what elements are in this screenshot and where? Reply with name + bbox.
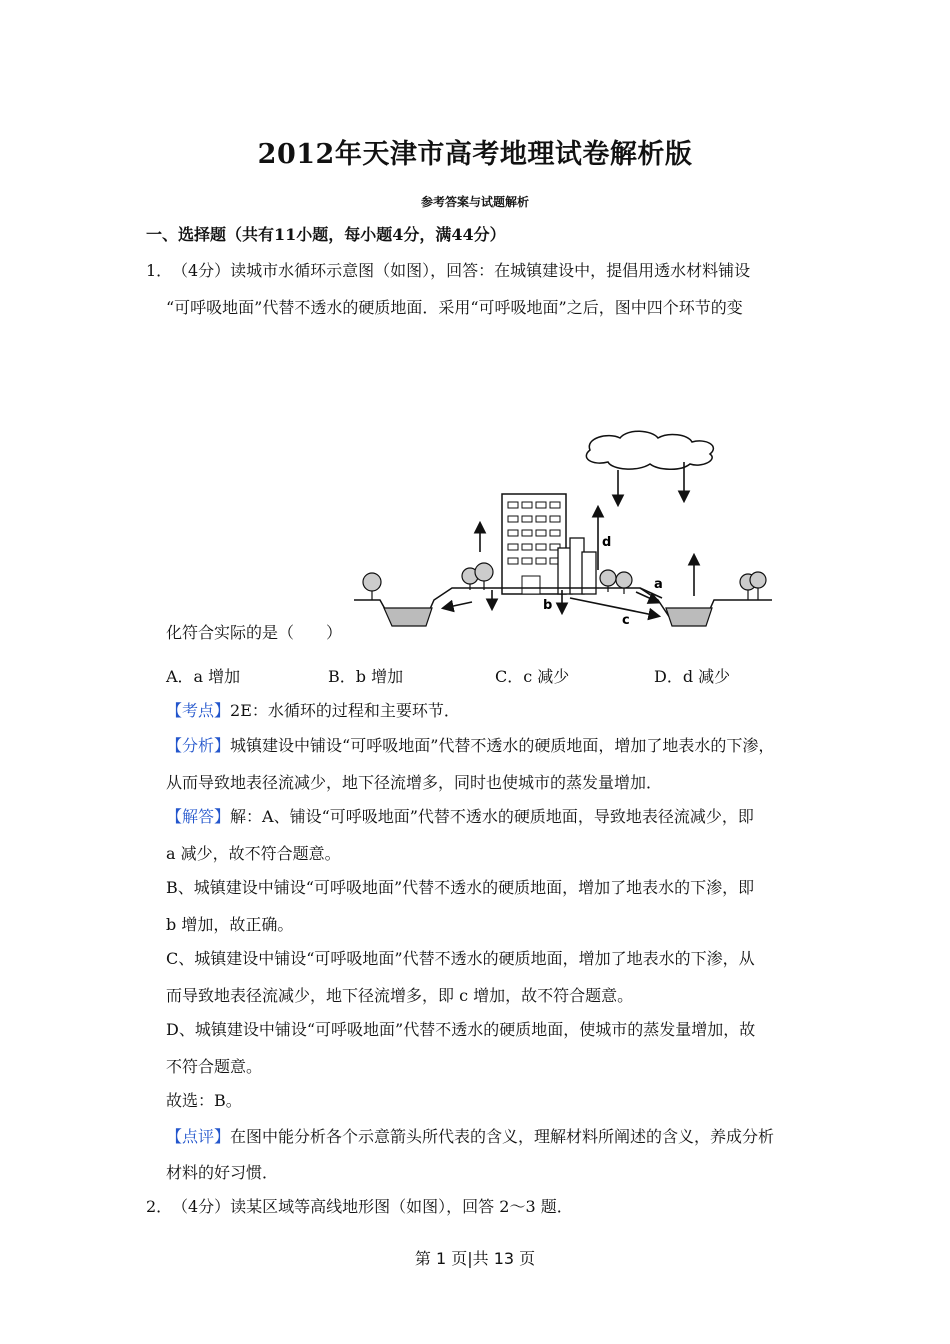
left-pond (384, 608, 432, 626)
jieda-tag: 【解答】 (166, 807, 231, 826)
water-cycle-figure (340, 428, 780, 638)
q1-answer: 故选：B。 (166, 1091, 242, 1110)
q1-kaodian (166, 698, 460, 721)
q1-stem-line1: （4分）读城市水循环示意图（如图），回答：在城镇建设中，提倡用透水材料铺设 (172, 261, 751, 280)
runoff-arrow-left (444, 602, 472, 608)
groundwater-arrow-c (570, 598, 658, 616)
q1-option-c[interactable]: C．c 减少 (495, 667, 570, 686)
right-pond (666, 608, 712, 626)
kaodian-tag: 【考点】 (166, 701, 231, 720)
q1-jieda-line4: b 增加，故正确。 (166, 915, 294, 934)
fenxi-text-1: 城镇建设中铺设“可呼吸地面”代替不透水的硬质地面，增加了地表水的下渗， (230, 736, 775, 755)
q1-jieda-line3: B、城镇建设中铺设“可呼吸地面”代替不透水的硬质地面，增加了地表水的下渗，即 (166, 878, 755, 897)
q1-stem-line3: 化符合实际的是（ ） (166, 623, 343, 642)
label-a: a (654, 577, 663, 592)
q1-jieda-line1 (166, 804, 754, 827)
dianping-tag: 【点评】 (166, 1127, 231, 1146)
q1-dianping-line2: 材料的好习惯． (166, 1163, 279, 1182)
q1-dianping-line1 (166, 1124, 774, 1147)
q2-stem-line1: （4分）读某区域等高线地形图（如图），回答 2～3 题． (172, 1197, 573, 1216)
jieda-text-1: 解：A、铺设“可呼吸地面”代替不透水的硬质地面，导致地表径流减少，即 (230, 807, 754, 826)
q1-jieda-line2: a 减少，故不符合题意。 (166, 844, 341, 863)
q2-number: 2． (146, 1197, 173, 1216)
q1-stem-line2: “可呼吸地面”代替不透水的硬质地面．采用“可呼吸地面”之后，图中四个环节的变 (166, 298, 743, 317)
document-title: 2012年天津市高考地理试卷解析版 (257, 139, 693, 170)
document-subtitle: 参考答案与试题解析 (420, 195, 529, 209)
section-heading: 一、选择题（共有11小题，每小题4分，满44分） (146, 225, 506, 244)
dianping-text-1: 在图中能分析各个示意箭头所代表的含义，理解材料所阐述的含义，养成分析 (230, 1127, 775, 1146)
tall-building-shape (502, 494, 566, 594)
q1-jieda-line7: D、城镇建设中铺设“可呼吸地面”代替不透水的硬质地面，使城市的蒸发量增加，故 (166, 1020, 756, 1039)
q1-option-d[interactable]: D．d 减少 (654, 667, 731, 686)
q1-number: 1． (146, 261, 173, 280)
q1-option-b[interactable]: B．b 增加 (328, 667, 404, 686)
cloud-shape (586, 431, 713, 469)
q1-jieda-line6: 而导致地表径流减少，地下径流增多，即 c 增加，故不符合题意。 (166, 986, 634, 1005)
label-d: d (602, 535, 612, 550)
label-b: b (543, 598, 553, 613)
kaodian-text: 2E：水循环的过程和主要环节． (230, 701, 460, 720)
q1-option-a[interactable]: A．a 增加 (166, 667, 241, 686)
q1-fenxi-line1 (166, 733, 774, 756)
q1-jieda-line8: 不符合题意。 (166, 1057, 263, 1076)
label-c: c (622, 613, 630, 628)
page-footer: 第 1 页|共 13 页 (414, 1249, 536, 1268)
fenxi-tag: 【分析】 (166, 736, 231, 755)
q1-fenxi-line2: 从而导致地表径流减少，地下径流增多，同时也使城市的蒸发量增加． (166, 773, 663, 792)
q1-jieda-line5: C、城镇建设中铺设“可呼吸地面”代替不透水的硬质地面，增加了地表水的下渗，从 (166, 949, 755, 968)
